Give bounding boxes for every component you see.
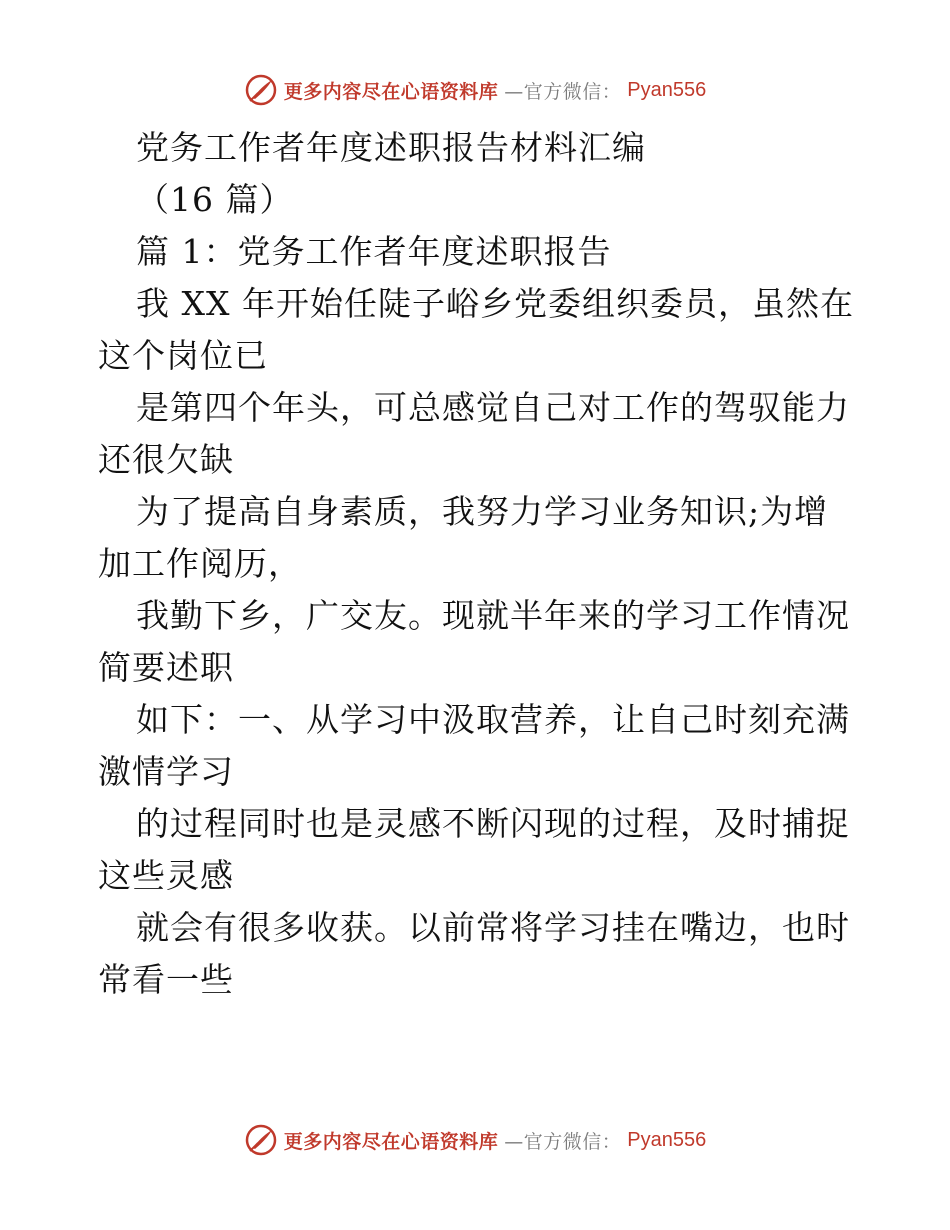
paragraph-line: 这些灵感 [98,856,234,895]
paragraph-line: 常看一些 [98,960,234,999]
paragraph-line: 的过程同时也是灵感不断闪现的过程，及时捕捉 [136,804,850,843]
watermark-prefix: 更多内容尽在心语资料库 [283,80,499,103]
document-title: 党务工作者年度述职报告材料汇编 [136,128,646,167]
paragraph-line: 如下：一、从学习中汲取营养，让自己时刻充满 [136,700,850,739]
section-heading: 篇 1：党务工作者年度述职报告 [136,232,612,271]
paragraph-line: 为了提高自身素质，我努力学习业务知识;为增 [136,492,829,531]
feather-logo-icon [244,73,278,107]
paragraph-line: 加工作阅历， [98,544,302,583]
paragraph-line: 我 XX 年开始任陡子峪乡党委组织委员，虽然在 [136,284,854,323]
watermark-footer [0,1120,950,1160]
watermark-account: Pyan556 [627,1128,707,1151]
paragraph-line: 还很欠缺 [98,440,234,479]
watermark-header [0,70,950,110]
watermark-middle: —官方微信： [504,1130,622,1153]
watermark-prefix: 更多内容尽在心语资料库 [283,1130,499,1153]
paragraph-line: 简要述职 [98,648,234,687]
paragraph-line: 这个岗位已 [98,336,268,375]
paragraph-line: 激情学习 [98,752,234,791]
paragraph-line: 就会有很多收获。以前常将学习挂在嘴边，也时 [136,908,850,947]
document-body [98,122,858,1006]
watermark-middle: —官方微信： [504,80,622,103]
feather-logo-icon [244,1123,278,1157]
paragraph-line: 是第四个年头，可总感觉自己对工作的驾驭能力 [136,388,850,427]
document-subtitle: （16 篇） [136,180,294,219]
paragraph-line: 我勤下乡，广交友。现就半年来的学习工作情况 [136,596,850,635]
watermark-account: Pyan556 [627,78,707,101]
